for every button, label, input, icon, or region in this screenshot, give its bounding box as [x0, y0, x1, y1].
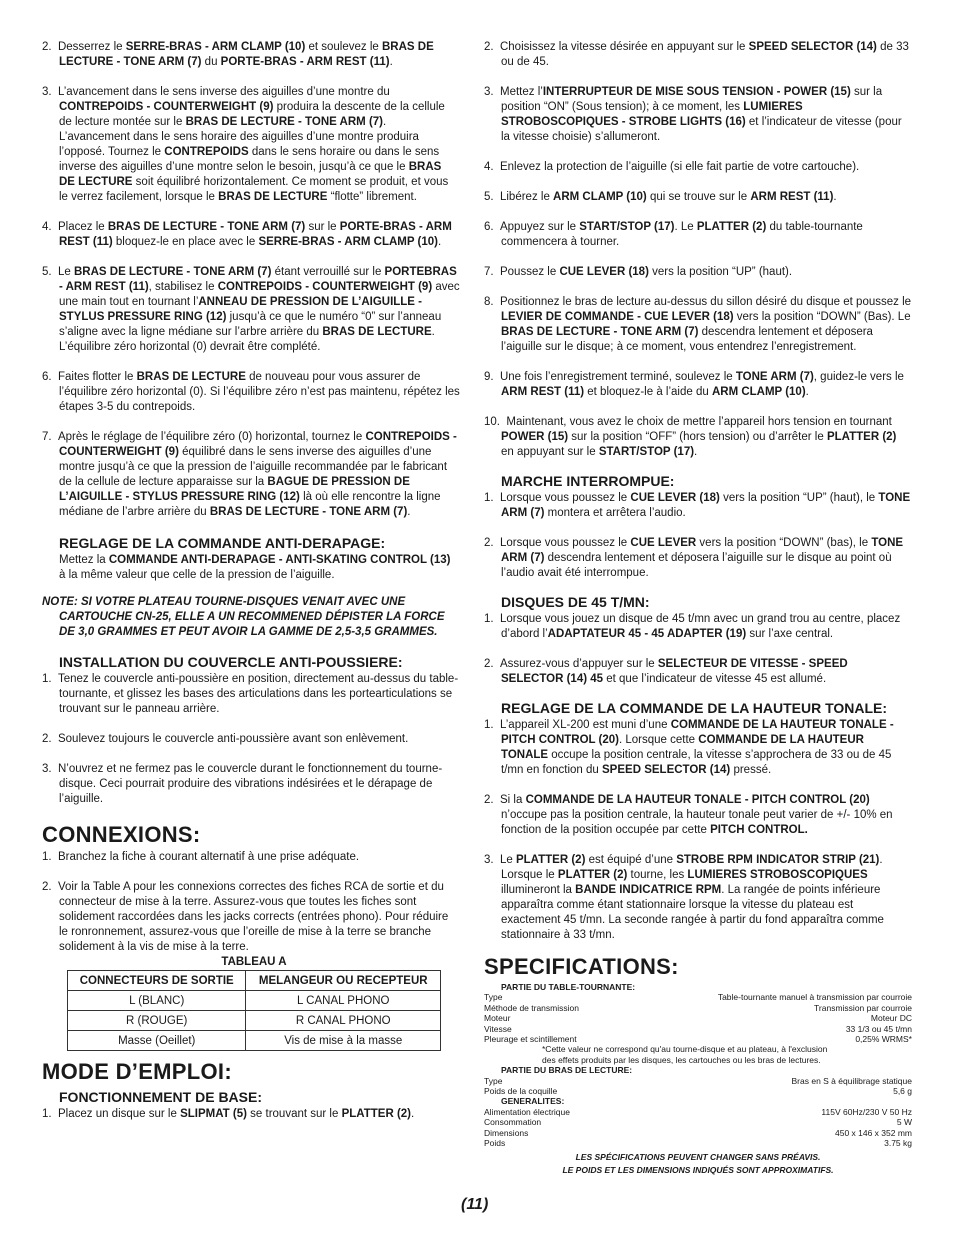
left-column: [42, 40, 460, 1137]
spec-label: Poids de la coquille: [484, 1086, 558, 1097]
spec-label: Dimensions: [484, 1127, 529, 1138]
table-cell: Masse (Oeillet): [68, 1031, 246, 1051]
spec-label: Type: [484, 1075, 503, 1086]
list-item-text: Maintenant, vous avez le choix de mettre l’appareil hors tension en tournant POWER (15) sur la position “OFF” (hors tension) ou d’arrêter le PLATTER (2) en appuyant sur le START/STOP (17).: [501, 416, 897, 458]
list-item-text: Lorsque vous poussez le CUE LEVER vers la position “DOWN” (bas), le TONE ARM (7) descendra lentement et déposera l’aiguille sur le disque au point où l’audio avait été interrompue.: [499, 537, 904, 579]
disc45-heading: DISQUES DE 45 T/MN:: [501, 594, 650, 610]
list-item: [484, 295, 912, 355]
connexions-steps: [42, 850, 460, 955]
list-item-number: 3.: [42, 86, 52, 98]
list-item-text: Positionnez le bras de lecture au-dessus du sillon désiré du disque et poussez le LEVIER DE COMMANDE - CUE LEVER (18) vers la position “DOWN” (Bas). Le BRAS DE LECTURE - TONE ARM (7) descendra lentement et déposera l’aiguille sur le disque; à ce moment, vous entendrez l’enregistrement.: [499, 296, 912, 353]
spec-row: [484, 1003, 912, 1013]
list-item: [484, 220, 912, 250]
list-item-number: 7.: [42, 431, 52, 443]
list-item-text: L’avancement dans le sens inverse des aiguilles d’une montre du CONTREPOIDS - COUNTERWEIGHT (9) produira la descente de la cellule de lecture montée sur le BRAS DE LECTURE - TONE ARM (7). L’avancement dans le sens horaire des aiguilles d’une montre produira l’opposé. Tournez le CONTREPOIDS dans le sens horaire ou dans le sens inverse des aiguilles d’une montre selon le besoin, jusqu’à ce que le BRAS DE LECTURE soit équilibré horizontalement. Ce moment se produit, et vous le verrez facilement, lorsque le BRAS DE LECTURE “flotte” librement.: [57, 86, 449, 203]
cartridge-note: NOTE: SI VOTRE PLATEAU TOURNE-DISQUES VENAIT AVEC UNE CARTOUCHE CN-25, ELLE A UN RECOMMENED DÉPISTER LA FORCE DE 3,0 GRAMMES ET PEUT AVOIR LA GAMME DE 2,5-3,5 GRAMMES.: [42, 596, 445, 638]
spec-label: Moteur: [484, 1013, 511, 1024]
table-header: CONNECTEURS DE SORTIE: [68, 971, 246, 991]
spec-row: [484, 1076, 912, 1086]
list-item: [484, 415, 912, 460]
list-item: [42, 40, 460, 70]
pitch-heading: REGLAGE DE LA COMMANDE DE LA HAUTEUR TONALE:: [501, 700, 888, 716]
list-item: [484, 853, 912, 943]
list-item: [42, 430, 460, 520]
list-item-number: 1.: [484, 492, 494, 504]
spec-value: 5,6 g: [893, 1086, 912, 1097]
spec-value: 33 1/3 ou 45 t/mn: [845, 1023, 912, 1034]
list-item-number: 9.: [484, 371, 494, 383]
spec-rows-general: [484, 1107, 912, 1149]
list-item-text: Le PLATTER (2) est équipé d’une STROBE RPM INDICATOR STRIP (21). Lorsque le PLATTER (2) tourne, les LUMIERES STROBOSCOPIQUES illumineront la BANDE INDICATRICE RPM. La rangée de points inférieure apparaîtra comme étant stationnaire lorsque la vitesse du plateau est exactement 45 t/mn. La seconde rangée à partir du fond apparaîtra comme stationnaire à 33 t/mn.: [499, 854, 884, 941]
list-item: [484, 40, 912, 70]
list-item-number: 6.: [42, 371, 52, 383]
list-item-text: N’ouvrez et ne fermez pas le couvercle durant le fonctionnement du tourne-disque. Ceci pourrait produire des vibrations indésirées et le dérapage de l’aiguille.: [57, 763, 443, 805]
list-item: [484, 536, 912, 581]
spec-section-general: GENERALITES:: [501, 1096, 565, 1107]
dust-cover-steps: [42, 672, 460, 807]
spec-row: [484, 992, 912, 1002]
spec-value: 0,25% WRMS*: [855, 1034, 912, 1045]
spec-value: Transmission par courroie: [814, 1002, 912, 1013]
list-item-number: 6.: [484, 221, 494, 233]
list-item-number: 7.: [484, 266, 494, 278]
list-item-number: 2.: [484, 41, 494, 53]
list-item-text: Le BRAS DE LECTURE - TONE ARM (7) étant verrouillé sur le PORTEBRAS - ARM REST (11), stabilisez le CONTREPOIDS - COUNTERWEIGHT (9) avec une main tout en tournant l’ANNEAU DE PRESSION DE L’AIGUILLE - STYLUS PRESSURE RING (12) jusqu’à ce que le numéro “0” sur l’anneau s’aligne avec la ligne médiane sur l’arbre arrière du BRAS DE LECTURE. L’équilibre zéro horizontal (0) devrait être complété.: [57, 266, 460, 353]
list-item-text: Si la COMMANDE DE LA HAUTEUR TONALE - PITCH CONTROL (20) n’occupe pas la position centrale, la hauteur tonale peut varier de +/- 10% en fonction de la position occupée par cette PITCH CONTROL.: [499, 794, 893, 836]
list-item: [42, 85, 460, 205]
list-item-number: 1.: [42, 673, 52, 685]
table-row: [68, 1011, 441, 1031]
list-item-number: 4.: [484, 161, 494, 173]
specifications-title: SPECIFICATIONS:: [484, 954, 679, 979]
mode-emploi-title: MODE D’EMPLOI:: [42, 1059, 232, 1084]
spec-value: 450 x 146 x 352 mm: [834, 1127, 912, 1138]
spec-disclaimer: LE POIDS ET LES DIMENSIONS INDIQUÉS SONT APPROXIMATIFS.: [562, 1164, 834, 1175]
table-cell: L CANAL PHONO: [246, 991, 441, 1011]
spec-rows-turntable: [484, 992, 912, 1044]
list-item-text: Assurez-vous d’appuyer sur le SELECTEUR DE VITESSE - SPEED SELECTOR (14) 45 et que l’indicateur de vitesse 45 est allumé.: [499, 658, 848, 685]
list-item-number: 3.: [42, 763, 52, 775]
spec-value: 115V 60Hz/230 V 50 Hz: [821, 1106, 912, 1117]
spec-value: Table-tournante manuel à transmission par courroie: [717, 992, 912, 1003]
list-item-number: 4.: [42, 221, 52, 233]
page-number: (11): [461, 1196, 489, 1213]
spec-label: Méthode de transmission: [484, 1002, 579, 1013]
operation-steps: [484, 40, 912, 460]
right-column: [484, 40, 912, 1175]
list-item-number: 2.: [484, 537, 494, 549]
table-caption: TABLEAU A: [221, 956, 287, 968]
list-item-text: Placez le BRAS DE LECTURE - TONE ARM (7) sur le PORTE-BRAS - ARM REST (11) bloquez-le en place avec le SERRE-BRAS - ARM CLAMP (10).: [57, 221, 452, 248]
list-item-text: Une fois l’enregistrement terminé, soulevez le TONE ARM (7), guidez-le vers le ARM REST (11) et bloquez-le à l’aide du ARM CLAMP (10).: [499, 371, 904, 398]
list-item: [42, 850, 460, 865]
list-item-text: Après le réglage de l’équilibre zéro (0) horizontal, tournez le CONTREPOIDS - COUNTERWEIGHT (9) équilibré dans le sens inverse des aiguilles d’une montre jusqu’à ce que la pression de l’aiguille recommandée par le fabricant de la cellule de lecture apparaisse sur la BAGUE DE PRESSION DE L’AIGUILLE - STYLUS PRESSURE RING (12) là où elle rencontre la ligne médiane de l’arbre arrière du BRAS DE LECTURE - TONE ARM (7).: [57, 431, 457, 518]
spec-section-turntable: PARTIE DU TABLE-TOURNANTE:: [501, 982, 636, 992]
spec-section-tonearm: PARTIE DU BRAS DE LECTURE:: [501, 1065, 633, 1076]
list-item-text: Libérez le ARM CLAMP (10) qui se trouve sur le ARM REST (11).: [499, 191, 837, 203]
specifications-block: [484, 982, 912, 1175]
table-cell: R (ROUGE): [68, 1011, 246, 1031]
list-item: [484, 657, 912, 687]
pause-heading: MARCHE INTERROMPUE:: [501, 473, 675, 489]
list-item-number: 3.: [484, 86, 494, 98]
list-item-number: 2.: [484, 658, 494, 670]
list-item: [484, 370, 912, 400]
spec-row: [484, 1086, 912, 1096]
list-item: [42, 370, 460, 415]
list-item: [484, 265, 912, 280]
spec-label: Consommation: [484, 1117, 542, 1128]
list-item: [42, 1107, 460, 1122]
list-item-number: 8.: [484, 296, 494, 308]
list-item-number: 10.: [484, 416, 500, 428]
list-item-number: 1.: [484, 719, 494, 731]
table-cell: R CANAL PHONO: [246, 1011, 441, 1031]
list-item-text: Enlevez la protection de l’aiguille (si elle fait partie de votre cartouche).: [499, 161, 860, 173]
list-item: [484, 718, 912, 778]
list-item-text: Choisissez la vitesse désirée en appuyant sur le SPEED SELECTOR (14) de 33 ou de 45.: [499, 41, 909, 68]
list-item-number: 2.: [42, 881, 52, 893]
spec-value: 3.75 kg: [884, 1138, 912, 1149]
pause-steps: [484, 491, 912, 581]
spec-row: [484, 1013, 912, 1023]
antiskate-text: Mettez la COMMANDE ANTI-DERAPAGE - ANTI-SKATING CONTROL (13) à la même valeur que celle de la pression de l’aiguille.: [59, 554, 451, 581]
list-item-text: Branchez la fiche à courant alternatif à une prise adéquate.: [57, 851, 360, 863]
list-item-text: Faites flotter le BRAS DE LECTURE de nouveau pour vous assurer de l’équilibre zéro horizontal (0). Si l’équilibre zéro n’est pas maintenu, répétez les étapes 3-5 du contrepoids.: [57, 371, 460, 413]
list-item: [42, 265, 460, 355]
list-item: [42, 880, 460, 955]
spec-row: [484, 1128, 912, 1138]
disc45-steps: [484, 612, 912, 687]
spec-label: Pleurage et scintillement: [484, 1034, 577, 1045]
pitch-steps: [484, 718, 912, 943]
table-row: [68, 991, 441, 1011]
list-item: [484, 160, 912, 175]
spec-rows-tonearm: [484, 1076, 912, 1097]
list-item: [42, 220, 460, 250]
list-item-text: Mettez l’INTERRUPTEUR DE MISE SOUS TENSION - POWER (15) sur la position “ON” (Sous tension); à ce moment, les LUMIERES STROBOSCOPIQUES - STROBE LIGHTS (16) et l’indicateur de vitesse (pour la vitesse choisie) s’allumeront.: [499, 86, 902, 143]
spec-label: Type: [484, 992, 503, 1003]
spec-label: Alimentation électrique: [484, 1106, 570, 1117]
spec-row: [484, 1107, 912, 1117]
spec-label: Poids: [484, 1138, 506, 1149]
spec-row: [484, 1117, 912, 1127]
list-item-text: Desserrez le SERRE-BRAS - ARM CLAMP (10) et soulevez le BRAS DE LECTURE - TONE ARM (7) du PORTE-BRAS - ARM REST (11).: [57, 41, 434, 68]
list-item-text: Lorsque vous poussez le CUE LEVER (18) vers la position “UP” (haut), le TONE ARM (7) montera et arrêtera l’audio.: [499, 492, 911, 519]
list-item-number: 1.: [42, 1108, 52, 1120]
list-item: [484, 190, 912, 205]
table-header: MELANGEUR OU RECEPTEUR: [246, 971, 441, 991]
list-item-text: Lorsque vous jouez un disque de 45 t/mn avec un grand trou au centre, placez d’abord l’ADAPTATEUR 45 - 45 ADAPTER (19) sur l’axe central.: [499, 613, 901, 640]
list-item-number: 5.: [484, 191, 494, 203]
list-item: [42, 762, 460, 807]
table-cell: L (BLANC): [68, 991, 246, 1011]
basic-operation-steps: [42, 1107, 460, 1122]
list-item-text: Placez un disque sur le SLIPMAT (5) se trouvant sur le PLATTER (2).: [57, 1108, 415, 1120]
table-cell: Vis de mise à la masse: [246, 1031, 441, 1051]
list-item-text: Tenez le couvercle anti-poussière en position, directement au-dessus du table-tournante, et glissez les bases des articulations dans les portearticulations se trouvant sur le panneau arrière.: [57, 673, 459, 715]
list-item: [484, 85, 912, 145]
list-item-text: Appuyez sur le START/STOP (17). Le PLATTER (2) du table-tournante commencera à tourner.: [499, 221, 863, 248]
list-item-text: Poussez le CUE LEVER (18) vers la position “UP” (haut).: [499, 266, 793, 278]
list-item-number: 2.: [484, 794, 494, 806]
list-item-number: 2.: [42, 733, 52, 745]
table-row: [68, 1031, 441, 1051]
spec-value: Moteur DC: [870, 1013, 912, 1024]
list-item-number: 3.: [484, 854, 494, 866]
list-item: [484, 793, 912, 838]
spec-row: [484, 1034, 912, 1044]
antiskate-heading: REGLAGE DE LA COMMANDE ANTI-DERAPAGE:: [59, 535, 386, 551]
spec-label: Vitesse: [484, 1023, 512, 1034]
basic-operation-heading: FONCTIONNEMENT DE BASE:: [59, 1089, 262, 1105]
spec-footnote: des effets produits par les disques, les cartouches ou les bras de lectures.: [542, 1054, 821, 1065]
spec-footnote: *Cette valeur ne correspond qu'au tourne-disque et au plateau, à l'exclusion: [542, 1044, 828, 1055]
list-item-number: 1.: [42, 851, 52, 863]
spec-row: [484, 1138, 912, 1148]
list-item-text: Soulevez toujours le couvercle anti-poussière avant son enlèvement.: [57, 733, 409, 745]
connexions-title: CONNEXIONS:: [42, 822, 201, 847]
dust-cover-heading: INSTALLATION DU COUVERCLE ANTI-POUSSIERE:: [59, 654, 403, 670]
list-item: [484, 491, 912, 521]
spec-row: [484, 1024, 912, 1034]
list-item: [42, 672, 460, 717]
spec-disclaimer: LES SPÉCIFICATIONS PEUVENT CHANGER SANS PRÉAVIS.: [575, 1151, 821, 1162]
list-item: [484, 612, 912, 642]
connections-table: [67, 970, 441, 1051]
list-item: [42, 732, 460, 747]
spec-value: Bras en S à équilibrage statique: [791, 1075, 912, 1086]
spec-value: 5 W: [896, 1117, 912, 1128]
tone-arm-steps: [42, 40, 460, 520]
list-item-number: 5.: [42, 266, 52, 278]
list-item-number: 1.: [484, 613, 494, 625]
list-item-text: Voir la Table A pour les connexions correctes des fiches RCA de sortie et du connecteur de mise à la terre. Assurez-vous que toutes les fiches sont solidement raccordées dans les jacks corrects (entrées phono). Pour réduire le ronronnement, assurez-vous que l’oreille de mise à la terre se branche solidement à la vis de mise à la terre.: [57, 881, 449, 953]
list-item-text: L’appareil XL-200 est muni d’une COMMANDE DE LA HAUTEUR TONALE - PITCH CONTROL (20). Lorsque cette COMMANDE DE LA HAUTEUR TONALE occupe la position centrale, la vitesse s’approchera de 33 ou de 45 t/mn en fonction du SPEED SELECTOR (14) pressé.: [499, 719, 894, 776]
list-item-number: 2.: [42, 41, 52, 53]
